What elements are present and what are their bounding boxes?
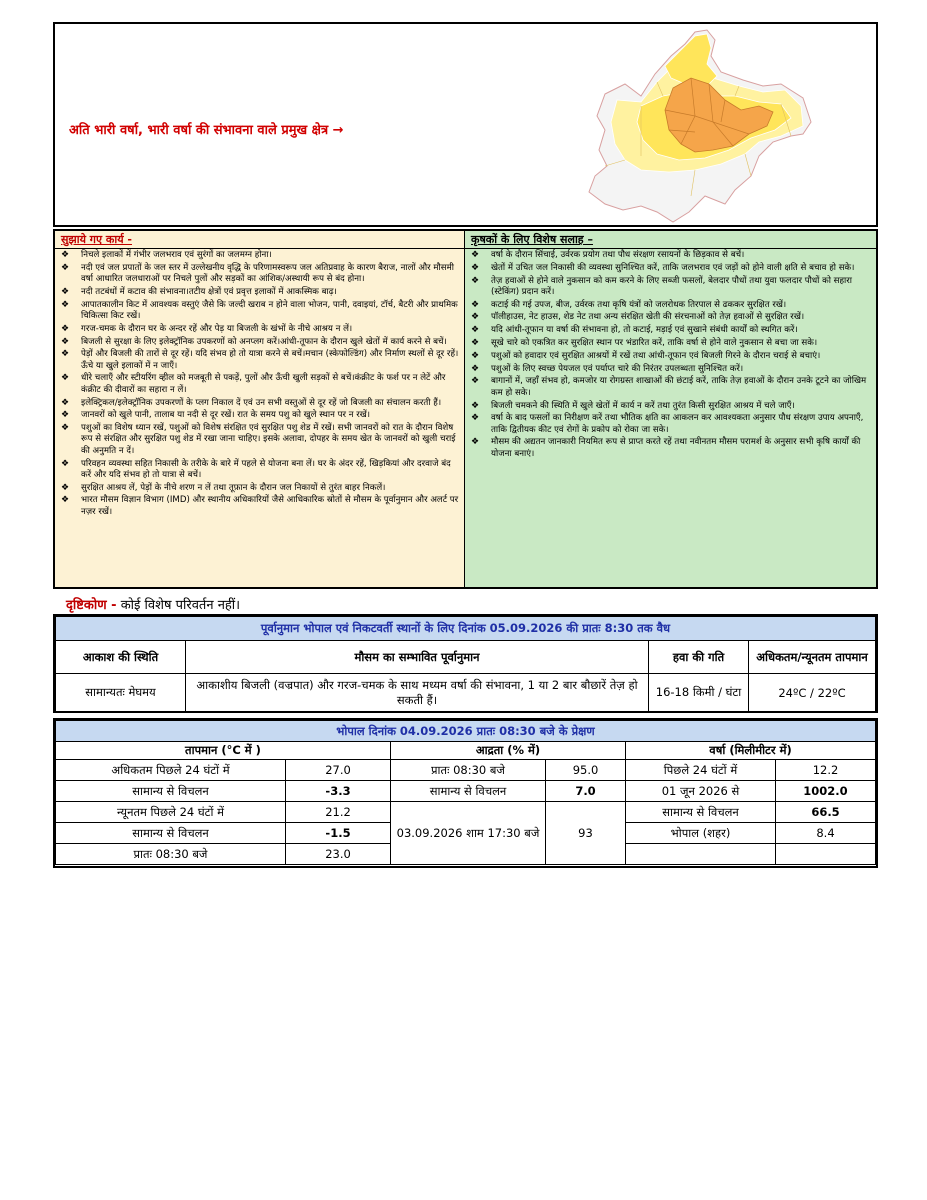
advice-item [61,373,460,396]
outlook-label: दृष्टिकोण - [66,598,117,613]
forecast-title: पूर्वानुमान भोपाल एवं निकटवर्ती स्थानों के लिए दिनांक 05.09.2026 की प्रातः 8:30 तक वैध [56,617,876,641]
temp-label: सामान्य से विचलन [56,781,286,802]
advice-item [61,263,460,286]
advice-item [471,338,872,349]
diamond-bullet-icon: ❖ [61,250,70,260]
advice-text: आपातकालीन किट में आवश्यक वस्तुएं जैसे कि जल्दी खराब न होने वाला भोजन, पानी, दवाइयां, टॉर्च, बैटरी और प्राथमिक चिकित्सा किट रखें। [81,299,458,321]
diamond-bullet-icon: ❖ [471,250,480,260]
advice-text: तेज़ हवाओं से होने वाले नुकसान को कम करने के लिए सब्जी फसलों, बेलदार पौधों तथा युवा फलदार पौधों को सहारा (स्टेकिंग) प्रदान करें। [491,275,853,297]
temp-value: -1.5 [286,823,391,844]
advice-text: पेड़ों और बिजली की तारों से दूर रहें। यदि संभव हो तो यात्रा करने से बचें।मचान (स्केफोल्डिंग) और निर्माण स्थलों से दूर रहें।ऊँचे या खुले इलाकों में न जाएँ। [81,349,459,371]
humidity-label: प्रातः 08:30 बजे [391,760,546,781]
advice-text: नदी एवं जल प्रपातों के जल स्तर में उल्लेखनीय वृद्धि के परिणामस्वरूप जल अतिप्रवाह के कारण बैराज, नालों और मौसमी वर्षा आधारित जलधाराओं पर निचले पुलों और सड़कों का आंशिक/अस्थायी रूप से बंद होना। [81,262,454,285]
farmer-advice-heading: कृषकों के लिए विशेष सलाह – [465,231,876,249]
advice-item [61,324,460,335]
advice-text: पशुओं का विशेष ध्यान रखें, पशुओं को विशेष संरक्षित एवं सुरक्षित पशु शेड में रखें। सभी जानवरों को रात के दौरान विशेष रूप से संरक्षित और सुरक्षित पशु शेड में रखा जाना चाहिए। इसके अलावा, दोपहर के समय खेत के जानवरों को खुली चराई की अनुमति न दें। [81,423,456,456]
advice-item [471,325,872,336]
advice-text: कटाई की गई उपज, बीज, उर्वरक तथा कृषि यंत्रों को जलरोधक तिरपाल से ढककर सुरक्षित रखें। [491,299,787,310]
rain-label: सामान्य से विचलन [626,802,776,823]
advice-item [471,312,872,323]
advice-item [471,413,872,436]
rain-value: 8.4 [776,823,876,844]
diamond-bullet-icon: ❖ [471,312,480,323]
madhya-pradesh-map [545,26,845,224]
rainfall-map-panel [53,22,878,227]
advice-text: परिवहन व्यवस्था सहित निकासी के तरीके के बारे में पहले से योजना बना लें। घर के अंदर रहें, खिड़कियां और दरवाजे बंद करें और यदि संभव हो तो यात्रा से बचें। [81,458,451,480]
suggested-actions-heading: सुझाये गए कार्य - [55,231,464,249]
advice-item [61,337,460,348]
diamond-bullet-icon: ❖ [471,262,480,273]
advice-text: वर्षा के दौरान सिंचाई, उर्वरक प्रयोग तथा पौध संरक्षण रसायनों के छिड़काव से बचें। [491,250,745,260]
forecast-table-box [53,614,878,713]
diamond-bullet-icon: ❖ [61,482,70,493]
advisory-panel [53,229,878,589]
advice-item [61,495,460,518]
diamond-bullet-icon: ❖ [61,262,70,273]
temp-value: 23.0 [286,844,391,865]
advice-item [471,351,872,362]
temp-label: न्यूनतम पिछले 24 घंटों में [56,802,286,823]
advice-item [471,401,872,412]
diamond-bullet-icon: ❖ [61,349,70,360]
diamond-bullet-icon: ❖ [471,363,480,374]
forecast-table [55,616,876,712]
diamond-bullet-icon: ❖ [471,299,480,310]
diamond-bullet-icon: ❖ [471,338,480,349]
advice-item [61,459,460,482]
diamond-bullet-icon: ❖ [61,397,70,408]
advice-item [471,376,872,399]
advice-item [61,398,460,409]
section-rainfall: वर्षा (मिलीमीटर में) [626,742,876,760]
advice-item [471,364,872,375]
forecast-header-wind: हवा की गति [649,641,749,674]
diamond-bullet-icon: ❖ [471,413,480,424]
humidity-value: 95.0 [546,760,626,781]
advice-item [61,250,460,261]
advice-item [61,483,460,494]
humidity-value: 7.0 [546,781,626,802]
farmer-advice-list [465,249,876,460]
diamond-bullet-icon: ❖ [61,336,70,347]
diamond-bullet-icon: ❖ [471,400,480,411]
rain-label: पिछले 24 घंटों में [626,760,776,781]
diamond-bullet-icon: ❖ [471,376,480,387]
advice-item [61,300,460,323]
rain-value [776,844,876,865]
advice-text: पशुओं के लिए स्वच्छ पेयजल एवं पर्याप्त चारे की निरंतर उपलब्धता सुनिश्चित करें। [491,363,744,374]
diamond-bullet-icon: ❖ [61,323,70,334]
diamond-bullet-icon: ❖ [61,495,70,506]
advice-item [471,300,872,311]
forecast-header-sky: आकाश की स्थिति [56,641,186,674]
advice-item [61,423,460,457]
advice-item [61,287,460,298]
temp-label: अधिकतम पिछले 24 घंटों में [56,760,286,781]
humidity-label: 03.09.2026 शाम 17:30 बजे [391,802,546,865]
forecast-header-weather: मौसम का सम्भावित पूर्वानुमान [186,641,649,674]
advice-text: निचले इलाकों में गंभीर जलभराव एवं सुरंगों का जलमग्न होना। [81,250,272,260]
observation-table [55,720,876,865]
advice-item [61,349,460,372]
advice-text: खेतों में उचित जल निकासी की व्यवस्था सुनिश्चित करें, ताकि जलभराव एवं जड़ों को होने वाली क्षति से बचाव हो सके। [491,262,855,273]
advice-text: बिजली से सुरक्षा के लिए इलेक्ट्रॉनिक उपकरणों को अनप्लग करें।आंधी-तूफान के दौरान खुले खेतों में कार्य करने से बचें। [81,336,447,347]
advice-text: भारत मौसम विज्ञान विभाग (IMD) और स्थानीय अधिकारियों जैसे आधिकारिक स्रोतों से मौसम के पूर्वानुमान और अलर्ट पर नज़र रखें। [81,495,459,517]
rain-label [626,844,776,865]
advice-item [471,250,872,261]
advice-text: नदी तटबंधों में कटाव की संभावना।तटीय क्षेत्रों एवं प्रवृत्त इलाकों में आकस्मिक बाढ़। [81,286,337,297]
diamond-bullet-icon: ❖ [471,325,480,336]
outlook-text: कोई विशेष परिवर्तन नहीं। [120,598,241,613]
advice-text: जानवरों को खुले पानी, तालाब या नदी से दूर रखें। रात के समय पशु को खुले स्थान पर न रखें। [81,410,371,421]
advice-text: सुरक्षित आश्रय लें, पेड़ों के नीचे शरण न लें तथा तूफ़ान के दौरान जल निकायों से तुरंत बाहर निकलें। [81,482,386,493]
suggested-actions-column [55,231,465,587]
temp-label: प्रातः 08:30 बजे [56,844,286,865]
diamond-bullet-icon: ❖ [61,410,70,421]
advice-text: पशुओं को हवादार एवं सुरक्षित आश्रयों में रखें तथा आंधी-तूफान एवं बिजली गिरने के दौरान चराई से बचाएं। [491,350,821,361]
advice-text: इलेक्ट्रिकल/इलेक्ट्रॉनिक उपकरणों के प्लग निकाल दें एवं उन सभी वस्तुओं से दूर रहें जो बिजली का संचालन करती हैं। [81,397,442,408]
farmer-advice-column [465,231,876,587]
diamond-bullet-icon: ❖ [61,286,70,297]
section-humidity: आद्रता (% में) [391,742,626,760]
observation-table-box [53,718,878,868]
forecast-header-temp: अधिकतम/न्यूनतम तापमान [749,641,876,674]
advice-text: बागानों में, जहाँ संभव हो, कमजोर या रोगग्रस्त शाखाओं की छंटाई करें, ताकि तेज़ हवाओं के दौरान उनके टूटने का जोखिम कम हो सके। [491,376,867,398]
rain-label: 01 जून 2026 से [626,781,776,802]
diamond-bullet-icon: ❖ [471,437,480,448]
advice-item [61,410,460,421]
advice-text: यदि आंधी-तूफान या वर्षा की संभावना हो, तो कटाई, मड़ाई एवं सुखाने संबंधी कार्यों को स्थगित करें। [491,325,798,336]
diamond-bullet-icon: ❖ [471,275,480,286]
diamond-bullet-icon: ❖ [61,373,70,384]
map-caption: अति भारी वर्षा, भारी वर्षा की संभावना वाले प्रमुख क्षेत्र → [69,123,344,138]
humidity-value: 93 [546,802,626,865]
advice-text: मौसम की अद्यतन जानकारी नियमित रूप से प्राप्त करते रहें तथा नवीनतम मौसम परामर्श के अनुसार सभी कृषि कार्यों की योजना बनाएं। [491,437,861,459]
advice-text: गरज-चमक के दौरान घर के अन्दर रहें और पेड़ या बिजली के खंभों के नीचे आश्रय न लें। [81,323,353,334]
outlook-line [66,595,240,613]
advice-item [471,437,872,460]
diamond-bullet-icon: ❖ [61,458,70,469]
humidity-label: सामान्य से विचलन [391,781,546,802]
rain-value: 1002.0 [776,781,876,802]
temp-label: सामान्य से विचलन [56,823,286,844]
diamond-bullet-icon: ❖ [471,350,480,361]
section-temperature: तापमान (°C में ) [56,742,391,760]
advice-text: पॉलीहाउस, नेट हाउस, शेड नेट तथा अन्य संरक्षित खेती की संरचनाओं को तेज़ हवाओं से सुरक्षित रखें। [491,312,805,323]
advice-text: बिजली चमकने की स्थिति में खुले खेतों में कार्य न करें तथा तुरंत किसी सुरक्षित आश्रय में चले जाएँ। [491,400,795,411]
advice-item [471,263,872,274]
temp-value: 21.2 [286,802,391,823]
diamond-bullet-icon: ❖ [61,299,70,310]
temp-value: 27.0 [286,760,391,781]
rain-value: 12.2 [776,760,876,781]
forecast-wind-value: 16-18 किमी / घंटा [649,674,749,712]
advice-text: धीरे चलाएँ और स्टीयरिंग व्हील को मजबूती से पकड़ें, पुलों और ऊँची खुली सड़कों से बचें।कंक्रीट के फर्श पर न लेटें और कंक्रीट की दीवारों का सहारा न लें। [81,373,446,395]
advice-item [471,276,872,299]
forecast-sky-value: सामान्यतः मेघमय [56,674,186,712]
forecast-weather-value: आकाशीय बिजली (वज्रपात) और गरज-चमक के साथ मध्यम वर्षा की संभावना, 1 या 2 बार बौछारें तेज़ हो सकती हैं। [186,674,649,712]
temp-value: -3.3 [286,781,391,802]
advice-text: वर्षा के बाद फसलों का निरीक्षण करें तथा भौतिक क्षति का आकलन कर आवश्यकता अनुसार पौध संरक्षण उपाय अपनाएँ, ताकि द्वितीयक कीट एवं रोगों के प्रकोप को रोका जा सके। [491,413,864,435]
advice-text: सूखे चारे को एकत्रित कर सुरक्षित स्थान पर भंडारित करें, ताकि वर्षा से होने वाले नुकसान से बचा जा सके। [491,338,818,349]
observation-title: भोपाल दिनांक 04.09.2026 प्रातः 08:30 बजे के प्रेक्षण [56,721,876,742]
rain-value: 66.5 [776,802,876,823]
suggested-actions-list [55,249,464,518]
rain-label: भोपाल (शहर) [626,823,776,844]
forecast-temp-value: 24ºC / 22ºC [749,674,876,712]
diamond-bullet-icon: ❖ [61,423,70,434]
